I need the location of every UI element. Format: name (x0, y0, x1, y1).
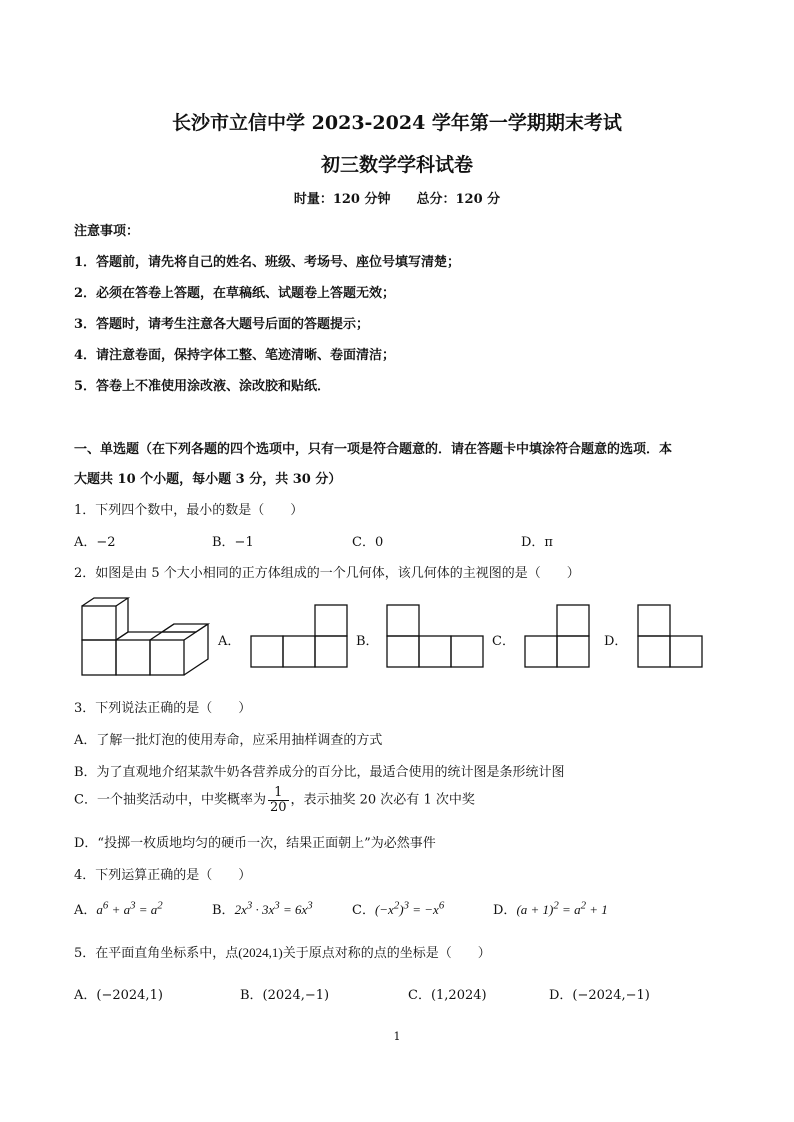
section-heading: 一、单选题（在下列各题的四个选项中，只有一项是符合题意的．请在答题卡中填涂符合题意的选项．本 (74, 442, 673, 457)
question-3-option-c (74, 786, 475, 814)
question-4-option-c: C．$(-x^2)^3 = -x^6$ (352, 899, 445, 918)
notice-item: 1．答题前，请先将自己的姓名、班级、考场号、座位号填写清楚； (74, 255, 461, 270)
question-2-option-d-figure (637, 604, 705, 668)
question-1-option-c: C．0 (352, 535, 384, 550)
option-label: B． (212, 903, 235, 918)
question-2-option-c-figure (524, 604, 592, 668)
question-1-stem: 1．下列四个数中，最小的数是（ ） (74, 503, 304, 518)
exam-subtitle: 初三数学学科试卷 (320, 154, 473, 176)
point-coordinate: (2024,1) (238, 945, 283, 960)
fraction-numerator: 1 (268, 786, 289, 801)
question-4-option-b: B．$2x^3 \cdot 3x^3 = 6x^3$ (212, 899, 313, 918)
question-3-option-c-text: C．一个抽奖活动中，中奖概率为 (74, 792, 266, 808)
question-5-option-c: C．(1,2024) (408, 988, 487, 1003)
section-heading-cont: 大题共 10 个小题，每小题 3 分，共 30 分） (74, 472, 342, 487)
question-2-label-b: B． (356, 634, 379, 649)
question-3-option-a: A．了解一批灯泡的使用寿命，应采用抽样调查的方式 (74, 733, 383, 748)
question-2-option-a-figure (250, 604, 350, 668)
question-4-option-d: D．$(a + 1)^2 = a^2 + 1$ (493, 899, 608, 918)
question-3-option-c-text-end: ，表示抽奖 20 次必有 1 次中奖 (290, 792, 475, 808)
fraction-denominator: 20 (269, 799, 287, 815)
option-label: D． (493, 903, 517, 918)
question-3-option-d: D．“投掷一枚质地均匀的硬币一次，结果正面朝上”为必然事件 (74, 836, 436, 851)
fraction (268, 786, 289, 814)
option-label: A． (74, 903, 97, 918)
question-2-option-b-figure (386, 604, 486, 668)
question-5-stem (74, 942, 491, 961)
question-2-label-c: C． (492, 634, 515, 649)
question-5-option-b: B．(2024,−1) (240, 988, 330, 1003)
question-5-stem-text: 5．在平面直角坐标系中，点 (74, 946, 239, 961)
question-2-label-d: D． (604, 634, 628, 649)
question-3-stem: 3．下列说法正确的是（ ） (74, 701, 252, 716)
question-5-option-d: D．(−2024,−1) (549, 988, 650, 1003)
notice-item: 3．答题时，请考生注意各大题号后面的答题提示； (74, 317, 370, 332)
question-1-option-a: A．−2 (74, 535, 116, 550)
question-5-stem-text-end: 关于原点对称的点的坐标是（ ） (282, 946, 491, 961)
exam-meta: 时量：120 分钟 总分：120 分 (293, 192, 501, 207)
cube-solid-figure (80, 596, 215, 678)
notice-item: 5．答卷上不准使用涂改液、涂改胶和贴纸． (74, 379, 331, 394)
question-1-option-b: B．−1 (212, 535, 254, 550)
notice-heading: 注意事项： (74, 224, 140, 239)
question-2-label-a: A． (218, 634, 241, 649)
option-label: C． (352, 903, 375, 918)
question-1-option-d: D．π (521, 535, 553, 550)
question-2-stem: 2．如图是由 5 个大小相同的正方体组成的一个几何体，该几何体的主视图的是（ ） (74, 566, 580, 581)
notice-item: 2．必须在答卷上答题，在草稿纸、试题卷上答题无效； (74, 286, 396, 301)
question-3-option-b: B．为了直观地介绍某款牛奶各营养成分的百分比，最适合使用的统计图是条形统计图 (74, 765, 565, 780)
question-4-stem: 4．下列运算正确的是（ ） (74, 868, 252, 883)
exam-title: 长沙市立信中学 2023-2024 学年第一学期期末考试 (172, 112, 622, 134)
page-number: 1 (393, 1030, 401, 1043)
notice-item: 4．请注意卷面，保持字体工整、笔迹清晰、卷面清洁； (74, 348, 396, 363)
question-4-option-a: A．$a^6 + a^3 = a^2$ (74, 899, 163, 918)
question-5-option-a: A．(−2024,1) (74, 988, 163, 1003)
